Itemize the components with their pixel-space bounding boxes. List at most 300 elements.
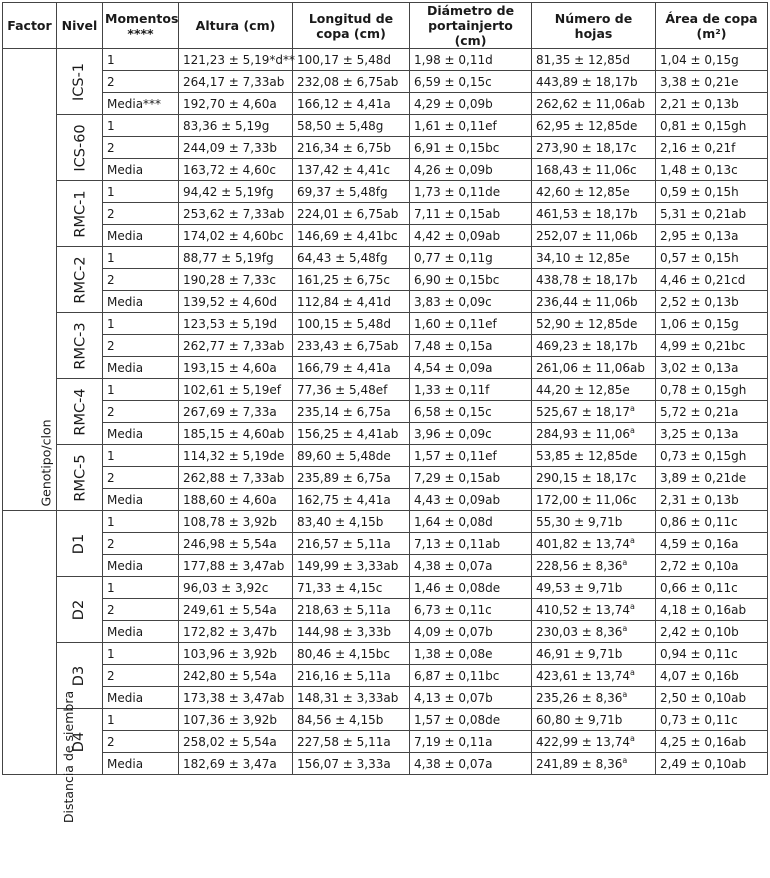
hojas-value: 262,62 ± 11,06ab [536, 96, 645, 111]
altura-value: 177,88 ± 3,47ab [183, 558, 285, 573]
altura-cell [179, 467, 293, 489]
hojas-cell [532, 577, 656, 599]
longitud-value: 233,43 ± 6,75ab [297, 338, 399, 353]
momento-cell: Media [103, 423, 179, 445]
longitud-cell [293, 709, 410, 731]
longitud-cell [293, 269, 410, 291]
longitud-value: 148,31 ± 3,33ab [297, 690, 399, 705]
hojas-cell [532, 335, 656, 357]
momento-cell: 1 [103, 709, 179, 731]
area-value: 3,38 ± 0,21e [660, 74, 739, 89]
diametro-cell [410, 665, 532, 687]
level-cell [57, 115, 103, 181]
level-label: ICS-60 [72, 123, 89, 172]
diametro-value: 1,33 ± 0,11f [414, 382, 490, 397]
hojas-superscript: a [622, 623, 628, 633]
hojas-value: 261,06 ± 11,06ab [536, 360, 645, 375]
altura-value: 108,78 ± 3,92b [183, 514, 278, 529]
hojas-value: 273,90 ± 18,17c [536, 140, 637, 155]
diametro-value: 4,29 ± 0,09b [414, 96, 493, 111]
hojas-value: 241,89 ± 8,36 [536, 756, 623, 771]
longitud-cell [293, 643, 410, 665]
diametro-cell [410, 313, 532, 335]
momento-cell: 2 [103, 203, 179, 225]
longitud-cell [293, 533, 410, 555]
altura-cell [179, 643, 293, 665]
momento-cell: 2 [103, 665, 179, 687]
hojas-cell [532, 225, 656, 247]
area-cell [656, 115, 768, 137]
longitud-cell [293, 621, 410, 643]
altura-cell [179, 93, 293, 115]
longitud-cell [293, 313, 410, 335]
area-value: 0,86 ± 0,11c [660, 514, 738, 529]
diametro-cell [410, 335, 532, 357]
momento-cell: 2 [103, 467, 179, 489]
longitud-value: 64,43 ± 5,48fg [297, 250, 388, 265]
altura-value: 262,88 ± 7,33ab [183, 470, 285, 485]
diametro-value: 1,57 ± 0,08de [414, 712, 501, 727]
hojas-superscript: a [622, 557, 628, 567]
momento-cell: 2 [103, 137, 179, 159]
longitud-value: 77,36 ± 5,48ef [297, 382, 388, 397]
diametro-value: 1,38 ± 0,08e [414, 646, 493, 661]
area-value: 0,73 ± 0,11c [660, 712, 738, 727]
table-row [3, 731, 768, 753]
area-value: 4,07 ± 0,16b [660, 668, 739, 683]
hojas-cell [532, 49, 656, 71]
longitud-cell [293, 291, 410, 313]
longitud-value: 216,16 ± 5,11a [297, 668, 391, 683]
altura-cell [179, 577, 293, 599]
hojas-value: 172,00 ± 11,06c [536, 492, 637, 507]
area-cell [656, 93, 768, 115]
diametro-value: 4,43 ± 0,09ab [414, 492, 501, 507]
table-row [3, 687, 768, 709]
hojas-cell [532, 753, 656, 775]
altura-cell [179, 335, 293, 357]
hojas-cell [532, 533, 656, 555]
level-cell [57, 577, 103, 643]
hojas-value: 410,52 ± 13,74 [536, 602, 631, 617]
diametro-cell [410, 357, 532, 379]
altura-cell [179, 137, 293, 159]
area-cell [656, 137, 768, 159]
altura-cell [179, 489, 293, 511]
hojas-value: 81,35 ± 12,85d [536, 52, 631, 67]
altura-value: 264,17 ± 7,33ab [183, 74, 285, 89]
hojas-cell [532, 357, 656, 379]
longitud-cell [293, 93, 410, 115]
level-label: D3 [71, 665, 88, 686]
area-cell [656, 533, 768, 555]
momento-cell: 1 [103, 643, 179, 665]
diametro-value: 4,26 ± 0,09b [414, 162, 493, 177]
longitud-cell [293, 379, 410, 401]
longitud-cell [293, 423, 410, 445]
longitud-value: 166,12 ± 4,41a [297, 96, 391, 111]
area-value: 4,18 ± 0,16ab [660, 602, 747, 617]
area-cell [656, 665, 768, 687]
diametro-value: 3,83 ± 0,09c [414, 294, 492, 309]
longitud-value: 224,01 ± 6,75ab [297, 206, 399, 221]
altura-cell [179, 401, 293, 423]
diametro-cell [410, 115, 532, 137]
altura-value: 258,02 ± 5,54a [183, 734, 277, 749]
hojas-value: 52,90 ± 12,85de [536, 316, 638, 331]
momento-cell: 1 [103, 379, 179, 401]
diametro-value: 6,73 ± 0,11c [414, 602, 492, 617]
altura-cell [179, 357, 293, 379]
results-table [2, 2, 768, 824]
area-value: 1,04 ± 0,15g [660, 52, 739, 67]
area-cell [656, 225, 768, 247]
momento-cell: Media [103, 555, 179, 577]
area-value: 0,81 ± 0,15gh [660, 118, 747, 133]
longitud-cell [293, 511, 410, 533]
table-row [3, 753, 768, 775]
altura-cell [179, 379, 293, 401]
longitud-value: 218,63 ± 5,11a [297, 602, 391, 617]
altura-value: 185,15 ± 4,60ab [183, 426, 285, 441]
longitud-value: 232,08 ± 6,75ab [297, 74, 399, 89]
hojas-cell [532, 269, 656, 291]
hojas-value: 46,91 ± 9,71b [536, 646, 623, 661]
level-label: D1 [71, 533, 88, 554]
altura-cell [179, 511, 293, 533]
area-value: 2,95 ± 0,13a [660, 228, 739, 243]
table-row [3, 357, 768, 379]
area-cell [656, 247, 768, 269]
hojas-value: 236,44 ± 11,06b [536, 294, 638, 309]
area-cell [656, 159, 768, 181]
momento-cell: 2 [103, 71, 179, 93]
area-cell [656, 181, 768, 203]
diametro-value: 6,90 ± 0,15bc [414, 272, 500, 287]
diametro-cell [410, 291, 532, 313]
longitud-value: 235,14 ± 6,75a [297, 404, 391, 419]
level-cell [57, 445, 103, 511]
level-cell [57, 379, 103, 445]
header-momentos-label: Momentos [105, 10, 179, 26]
table-row [3, 115, 768, 137]
level-cell [57, 511, 103, 577]
diametro-value: 6,58 ± 0,15c [414, 404, 492, 419]
altura-value: 190,28 ± 7,33c [183, 272, 276, 287]
area-cell [656, 489, 768, 511]
table-row [3, 511, 768, 533]
longitud-value: 71,33 ± 4,15c [297, 580, 383, 595]
altura-value: 114,32 ± 5,19de [183, 448, 285, 463]
diametro-cell [410, 467, 532, 489]
longitud-cell [293, 445, 410, 467]
area-value: 4,59 ± 0,16a [660, 536, 739, 551]
level-label: ICS-1 [71, 62, 88, 101]
hojas-cell [532, 643, 656, 665]
altura-value: 107,36 ± 3,92b [183, 712, 278, 727]
momento-cell: 2 [103, 731, 179, 753]
area-cell [656, 71, 768, 93]
altura-cell [179, 313, 293, 335]
altura-cell [179, 665, 293, 687]
area-value: 4,99 ± 0,21bc [660, 338, 746, 353]
altura-value: 163,72 ± 4,60c [183, 162, 276, 177]
longitud-value: 89,60 ± 5,48de [297, 448, 391, 463]
table-row [3, 599, 768, 621]
altura-cell [179, 445, 293, 467]
area-value: 3,89 ± 0,21de [660, 470, 747, 485]
header-momentos [103, 3, 179, 49]
level-label: RMC-3 [72, 321, 89, 370]
hojas-superscript: a [622, 755, 628, 765]
hojas-superscript: a [630, 425, 635, 435]
altura-cell [179, 709, 293, 731]
diametro-value: 1,60 ± 0,11ef [414, 316, 497, 331]
altura-cell [179, 269, 293, 291]
longitud-cell [293, 577, 410, 599]
area-value: 5,31 ± 0,21ab [660, 206, 747, 221]
table-row [3, 203, 768, 225]
altura-cell [179, 555, 293, 577]
header-momentos-note: **** [127, 25, 154, 41]
altura-value: 121,23 ± 5,19*d** [183, 52, 296, 67]
area-cell [656, 313, 768, 335]
longitud-value: 137,42 ± 4,41c [297, 162, 390, 177]
area-value: 0,73 ± 0,15gh [660, 448, 747, 463]
area-value: 2,16 ± 0,21f [660, 140, 736, 155]
longitud-cell [293, 115, 410, 137]
hojas-cell [532, 687, 656, 709]
altura-value: 173,38 ± 3,47ab [183, 690, 285, 705]
longitud-value: 80,46 ± 4,15bc [297, 646, 390, 661]
table-row [3, 159, 768, 181]
header-nivel: Nivel [57, 3, 103, 49]
longitud-cell [293, 555, 410, 577]
header-diametro: Diámetro de portainjerto (cm) [410, 3, 532, 49]
diametro-value: 4,09 ± 0,07b [414, 624, 493, 639]
diametro-cell [410, 621, 532, 643]
diametro-value: 1,57 ± 0,11ef [414, 448, 497, 463]
diametro-value: 0,77 ± 0,11g [414, 250, 493, 265]
hojas-value: 230,03 ± 8,36 [536, 624, 623, 639]
altura-cell [179, 49, 296, 71]
altura-value: 88,77 ± 5,19fg [183, 250, 274, 265]
momento-cell: Media [103, 621, 179, 643]
altura-value: 192,70 ± 4,60a [183, 96, 277, 111]
area-cell [656, 709, 768, 731]
longitud-value: 162,75 ± 4,41a [297, 492, 391, 507]
hojas-value: 438,78 ± 18,17b [536, 272, 638, 287]
table-row [3, 181, 768, 203]
altura-value: 242,80 ± 5,54a [183, 668, 277, 683]
altura-value: 267,69 ± 7,33a [183, 404, 277, 419]
longitud-value: 84,56 ± 4,15b [297, 712, 384, 727]
altura-value: 249,61 ± 5,54a [183, 602, 277, 617]
momento-cell: Media [103, 291, 179, 313]
diametro-cell [410, 753, 532, 775]
hojas-cell [532, 401, 656, 423]
hojas-cell [532, 731, 656, 753]
momento-cell: Media [103, 225, 179, 247]
altura-value: 123,53 ± 5,19d [183, 316, 278, 331]
hojas-cell [532, 467, 656, 489]
diametro-cell [410, 269, 532, 291]
diametro-value: 1,73 ± 0,11de [414, 184, 501, 199]
diametro-value: 3,96 ± 0,09c [414, 426, 492, 441]
altura-cell [179, 621, 293, 643]
longitud-cell [293, 159, 410, 181]
hojas-value: 62,95 ± 12,85de [536, 118, 638, 133]
diametro-cell [410, 49, 532, 71]
diametro-cell [410, 643, 532, 665]
level-label: RMC-5 [72, 453, 89, 502]
longitud-value: 100,15 ± 5,48d [297, 316, 392, 331]
momento-cell: 2 [103, 533, 179, 555]
hojas-cell [532, 115, 656, 137]
level-label: D2 [71, 599, 88, 620]
area-cell [656, 357, 768, 379]
momento-cell: Media*** [103, 93, 179, 115]
longitud-cell [293, 225, 410, 247]
diametro-value: 4,42 ± 0,09ab [414, 228, 501, 243]
hojas-cell [532, 423, 656, 445]
momento-cell: Media [103, 357, 179, 379]
table-row [3, 533, 768, 555]
momento-cell: 1 [103, 115, 179, 137]
area-value: 0,59 ± 0,15h [660, 184, 739, 199]
area-cell [656, 687, 768, 709]
longitud-value: 216,57 ± 5,11a [297, 536, 391, 551]
altura-value: 182,69 ± 3,47a [183, 756, 277, 771]
diametro-cell [410, 379, 532, 401]
diametro-cell [410, 489, 532, 511]
longitud-value: 58,50 ± 5,48g [297, 118, 384, 133]
level-cell [57, 313, 103, 379]
hojas-value: 290,15 ± 18,17c [536, 470, 637, 485]
factor-label: Genotipo/clon [38, 419, 54, 507]
longitud-cell [293, 49, 410, 71]
altura-cell [179, 225, 293, 247]
longitud-value: 161,25 ± 6,75c [297, 272, 390, 287]
hojas-cell [532, 137, 656, 159]
area-cell [656, 269, 768, 291]
diametro-value: 7,19 ± 0,11a [414, 734, 493, 749]
diametro-value: 4,38 ± 0,07a [414, 756, 493, 771]
longitud-cell [293, 335, 410, 357]
hojas-value: 42,60 ± 12,85e [536, 184, 630, 199]
altura-value: 172,82 ± 3,47b [183, 624, 278, 639]
longitud-cell [293, 467, 410, 489]
header-hojas: Número de hojas [532, 3, 656, 49]
altura-cell [179, 71, 293, 93]
level-label: RMC-1 [72, 189, 89, 238]
hojas-cell [532, 93, 656, 115]
hojas-cell [532, 379, 656, 401]
area-value: 3,25 ± 0,13a [660, 426, 739, 441]
altura-value: 262,77 ± 7,33ab [183, 338, 285, 353]
hojas-value: 235,26 ± 8,36 [536, 690, 623, 705]
level-cell [57, 247, 103, 313]
hojas-superscript: a [630, 667, 635, 677]
hojas-cell [532, 159, 656, 181]
area-cell [656, 49, 768, 71]
longitud-value: 156,25 ± 4,41ab [297, 426, 399, 441]
longitud-value: 144,98 ± 3,33b [297, 624, 392, 639]
longitud-cell [293, 401, 410, 423]
hojas-value: 525,67 ± 18,17 [536, 404, 631, 419]
hojas-value: 422,99 ± 13,74 [536, 734, 631, 749]
diametro-value: 7,48 ± 0,15a [414, 338, 493, 353]
altura-cell [179, 181, 293, 203]
diametro-value: 1,61 ± 0,11ef [414, 118, 497, 133]
diametro-cell [410, 159, 532, 181]
hojas-value: 49,53 ± 9,71b [536, 580, 623, 595]
diametro-value: 6,87 ± 0,11bc [414, 668, 500, 683]
diametro-cell [410, 445, 532, 467]
table-row [3, 423, 768, 445]
diametro-cell [410, 577, 532, 599]
area-value: 3,02 ± 0,13a [660, 360, 739, 375]
longitud-value: 166,79 ± 4,41a [297, 360, 391, 375]
hojas-value: 443,89 ± 18,17b [536, 74, 638, 89]
table-row [3, 291, 768, 313]
longitud-cell [293, 71, 410, 93]
hojas-value: 252,07 ± 11,06b [536, 228, 638, 243]
factor-cell [3, 49, 57, 511]
hojas-cell [532, 71, 656, 93]
altura-cell [179, 753, 293, 775]
hojas-value: 461,53 ± 18,17b [536, 206, 638, 221]
table-row [3, 467, 768, 489]
area-value: 2,72 ± 0,10a [660, 558, 739, 573]
diametro-value: 4,54 ± 0,09a [414, 360, 493, 375]
altura-cell [179, 599, 293, 621]
area-value: 2,21 ± 0,13b [660, 96, 739, 111]
header-longitud: Longitud de copa (cm) [293, 3, 410, 49]
altura-value: 188,60 ± 4,60a [183, 492, 277, 507]
hojas-value: 423,61 ± 13,74 [536, 668, 631, 683]
area-cell [656, 445, 768, 467]
longitud-cell [293, 489, 410, 511]
table-header [3, 3, 768, 49]
altura-value: 102,61 ± 5,19ef [183, 382, 281, 397]
hojas-cell [532, 313, 656, 335]
longitud-cell [293, 753, 410, 775]
hojas-superscript: a [630, 601, 635, 611]
hojas-cell [532, 489, 656, 511]
table-row [3, 269, 768, 291]
hojas-cell [532, 203, 656, 225]
area-cell [656, 291, 768, 313]
area-cell [656, 379, 768, 401]
longitud-cell [293, 181, 410, 203]
longitud-cell [293, 357, 410, 379]
level-cell [57, 181, 103, 247]
longitud-value: 100,17 ± 5,48d [297, 52, 392, 67]
diametro-cell [410, 247, 532, 269]
diametro-value: 7,11 ± 0,15ab [414, 206, 501, 221]
altura-cell [179, 247, 293, 269]
diametro-value: 4,38 ± 0,07a [414, 558, 493, 573]
level-label: RMC-4 [72, 387, 89, 436]
area-cell [656, 467, 768, 489]
area-value: 2,50 ± 0,10ab [660, 690, 747, 705]
altura-value: 244,09 ± 7,33b [183, 140, 278, 155]
altura-cell [179, 533, 293, 555]
diametro-value: 1,46 ± 0,08de [414, 580, 501, 595]
momento-cell: 2 [103, 335, 179, 357]
altura-value: 139,52 ± 4,60d [183, 294, 278, 309]
